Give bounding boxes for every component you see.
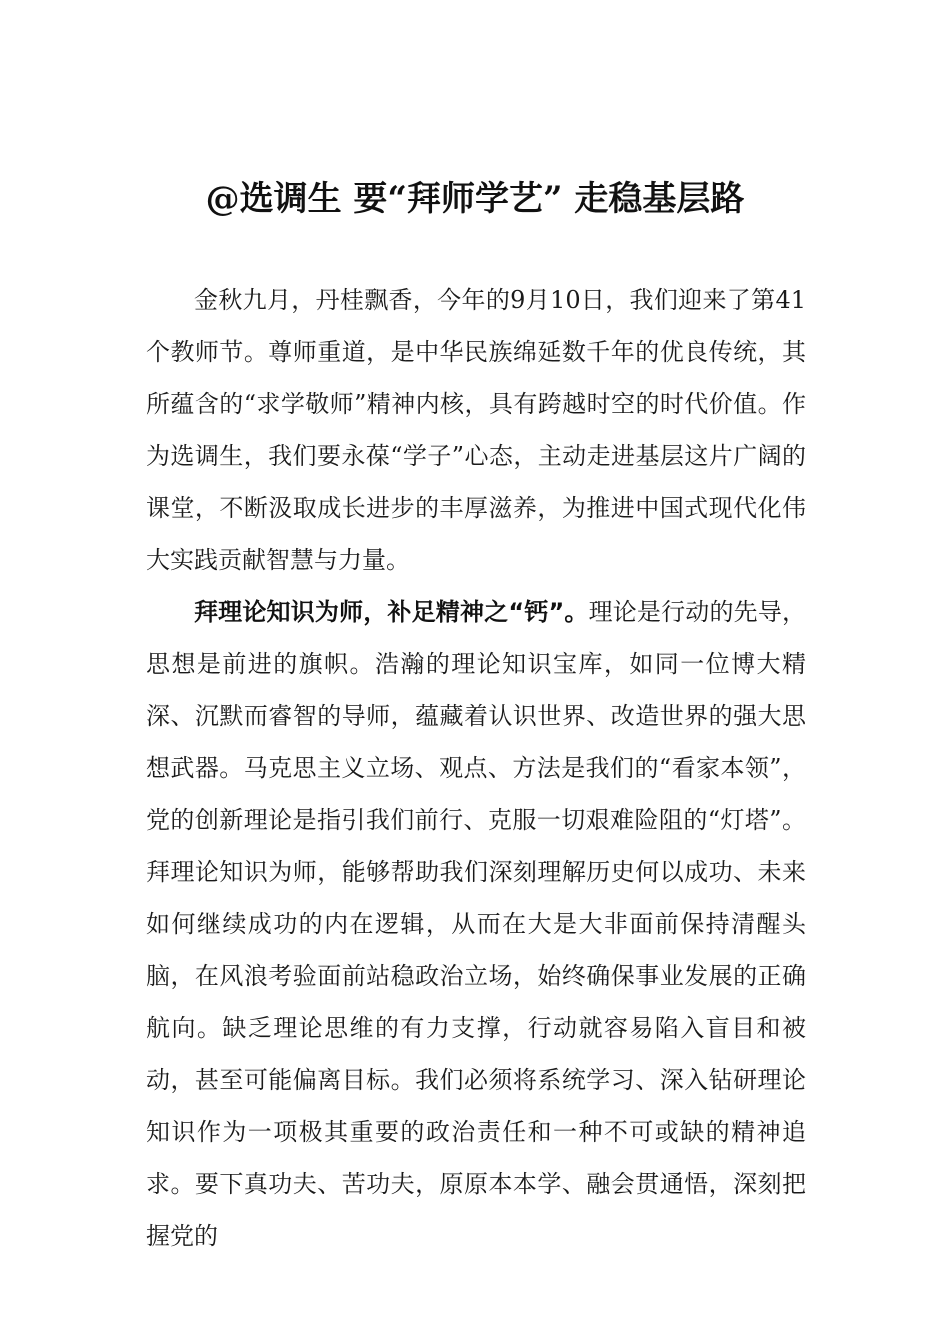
paragraph-intro-text: 金秋九月，丹桂飘香，今年的9月10日，我们迎来了第41个教师节。尊师重道，是中华民族绵延数千年的优良传统，其所蕴含的“求学敬师”精神内核，具有跨越时空的时代价值。作为选调生，我们要永葆“学子”心态，主动走进基层这片广阔的课堂，不断汲取成长进步的丰厚滋养，为推进中国式现代化伟大实践贡献智慧与力量。 bbox=[146, 286, 806, 574]
paragraph-intro bbox=[146, 274, 806, 586]
document-body bbox=[146, 274, 806, 1262]
paragraph-theory-lead: 拜理论知识为师，补足精神之“钙”。 bbox=[194, 598, 589, 626]
paragraph-theory-text: 理论是行动的先导，思想是前进的旗帜。浩瀚的理论知识宝库，如同一位博大精深、沉默而睿智的导师，蕴藏着认识世界、改造世界的强大思想武器。马克思主义立场、观点、方法是我们的“看家本领”，党的创新理论是指引我们前行、克服一切艰难险阻的“灯塔”。拜理论知识为师，能够帮助我们深刻理解历史何以成功、未来如何继续成功的内在逻辑，从而在大是大非面前保持清醒头脑，在风浪考验面前站稳政治立场，始终确保事业发展的正确航向。缺乏理论思维的有力支撑，行动就容易陷入盲目和被动，甚至可能偏离目标。我们必须将系统学习、深入钻研理论知识作为一项极其重要的政治责任和一种不可或缺的精神追求。要下真功夫、苦功夫，原原本本学、融会贯通悟，深刻把握党的 bbox=[146, 598, 807, 1250]
paragraph-theory bbox=[146, 586, 806, 1262]
document-title: @选调生 要“拜师学艺” 走稳基层路 bbox=[205, 179, 745, 219]
